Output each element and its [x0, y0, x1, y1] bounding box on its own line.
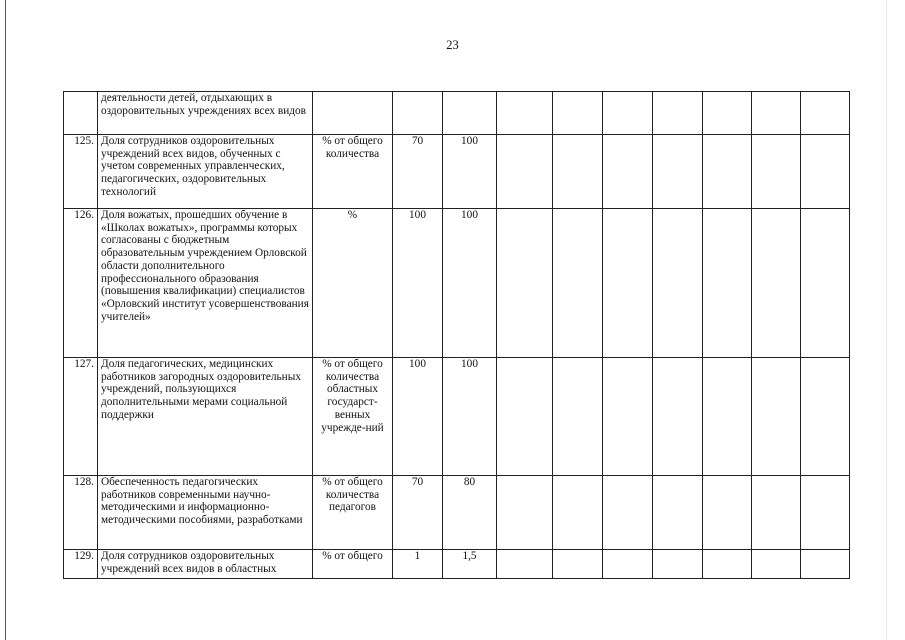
value-cell-1: 100 — [393, 358, 443, 476]
unit-cell: % — [313, 209, 393, 358]
indicator-name: Доля сотрудников оздоровительных учреждений всех видов в областных — [98, 550, 313, 579]
empty-cell — [497, 550, 553, 579]
page-number: 23 — [446, 38, 459, 52]
empty-cell — [553, 476, 603, 550]
row-number — [64, 92, 98, 135]
empty-cell — [703, 92, 752, 135]
scan-edge-left — [5, 0, 6, 640]
empty-cell — [553, 92, 603, 135]
empty-cell — [752, 135, 801, 209]
empty-cell — [553, 135, 603, 209]
unit-cell: % от общего количества педагогов — [313, 476, 393, 550]
empty-cell — [752, 209, 801, 358]
row-number: 127. — [64, 358, 98, 476]
table-row — [64, 209, 850, 358]
empty-cell — [653, 550, 703, 579]
empty-cell — [752, 92, 801, 135]
empty-cell — [553, 550, 603, 579]
empty-cell — [603, 476, 653, 550]
row-number: 129. — [64, 550, 98, 579]
empty-cell — [703, 476, 752, 550]
empty-cell — [603, 550, 653, 579]
empty-cell — [653, 92, 703, 135]
value-cell-2: 80 — [443, 476, 497, 550]
empty-cell — [497, 92, 553, 135]
empty-cell — [801, 550, 850, 579]
table-row — [64, 135, 850, 209]
value-cell-2 — [443, 92, 497, 135]
indicator-name: Доля педагогических, медицинских работников загородных оздоровительных учреждений, пользующихся дополнительными мерами социальной поддержки — [98, 358, 313, 476]
empty-cell — [801, 476, 850, 550]
empty-cell — [752, 550, 801, 579]
indicator-name: Доля вожатых, прошедших обучение в «Школах вожатых», программы которых согласованы с бюджетным образовательным учреждением Орловской области дополнительного профессионального образования (повышения квалификации) специалистов «Орловский институт усовершенствования учителей» — [98, 209, 313, 358]
table-row — [64, 476, 850, 550]
empty-cell — [703, 135, 752, 209]
empty-cell — [653, 135, 703, 209]
empty-cell — [703, 358, 752, 476]
empty-cell — [653, 358, 703, 476]
row-number: 125. — [64, 135, 98, 209]
empty-cell — [497, 358, 553, 476]
table-row — [64, 92, 850, 135]
empty-cell — [603, 92, 653, 135]
value-cell-2: 100 — [443, 209, 497, 358]
empty-cell — [603, 209, 653, 358]
scan-edge-right — [886, 0, 887, 640]
value-cell-1: 70 — [393, 135, 443, 209]
empty-cell — [752, 358, 801, 476]
unit-cell: % от общего количества — [313, 135, 393, 209]
empty-cell — [497, 209, 553, 358]
empty-cell — [553, 358, 603, 476]
empty-cell — [801, 358, 850, 476]
indicator-name: Доля сотрудников оздоровительных учреждений всех видов, обученных с учетом современных управленческих, педагогических, оздоровительных технологий — [98, 135, 313, 209]
row-number: 128. — [64, 476, 98, 550]
empty-cell — [703, 550, 752, 579]
value-cell-1 — [393, 92, 443, 135]
empty-cell — [497, 135, 553, 209]
indicator-name: Обеспеченность педагогических работников современными научно-методическими и информационно-методическими пособиями, разработками — [98, 476, 313, 550]
value-cell-1: 1 — [393, 550, 443, 579]
value-cell-2: 100 — [443, 358, 497, 476]
row-number: 126. — [64, 209, 98, 358]
empty-cell — [553, 209, 603, 358]
indicators-table — [63, 91, 850, 579]
table-row — [64, 358, 850, 476]
empty-cell — [653, 209, 703, 358]
unit-cell: % от общего — [313, 550, 393, 579]
empty-cell — [603, 358, 653, 476]
value-cell-1: 70 — [393, 476, 443, 550]
indicator-name: деятельности детей, отдыхающих в оздоровительных учреждениях всех видов — [98, 92, 313, 135]
empty-cell — [801, 92, 850, 135]
empty-cell — [801, 135, 850, 209]
empty-cell — [653, 476, 703, 550]
empty-cell — [703, 209, 752, 358]
value-cell-1: 100 — [393, 209, 443, 358]
empty-cell — [752, 476, 801, 550]
empty-cell — [603, 135, 653, 209]
unit-cell: % от общего количества областных государст-венных учрежде-ний — [313, 358, 393, 476]
table-row — [64, 550, 850, 579]
empty-cell — [497, 476, 553, 550]
unit-cell — [313, 92, 393, 135]
value-cell-2: 100 — [443, 135, 497, 209]
empty-cell — [801, 209, 850, 358]
value-cell-2: 1,5 — [443, 550, 497, 579]
